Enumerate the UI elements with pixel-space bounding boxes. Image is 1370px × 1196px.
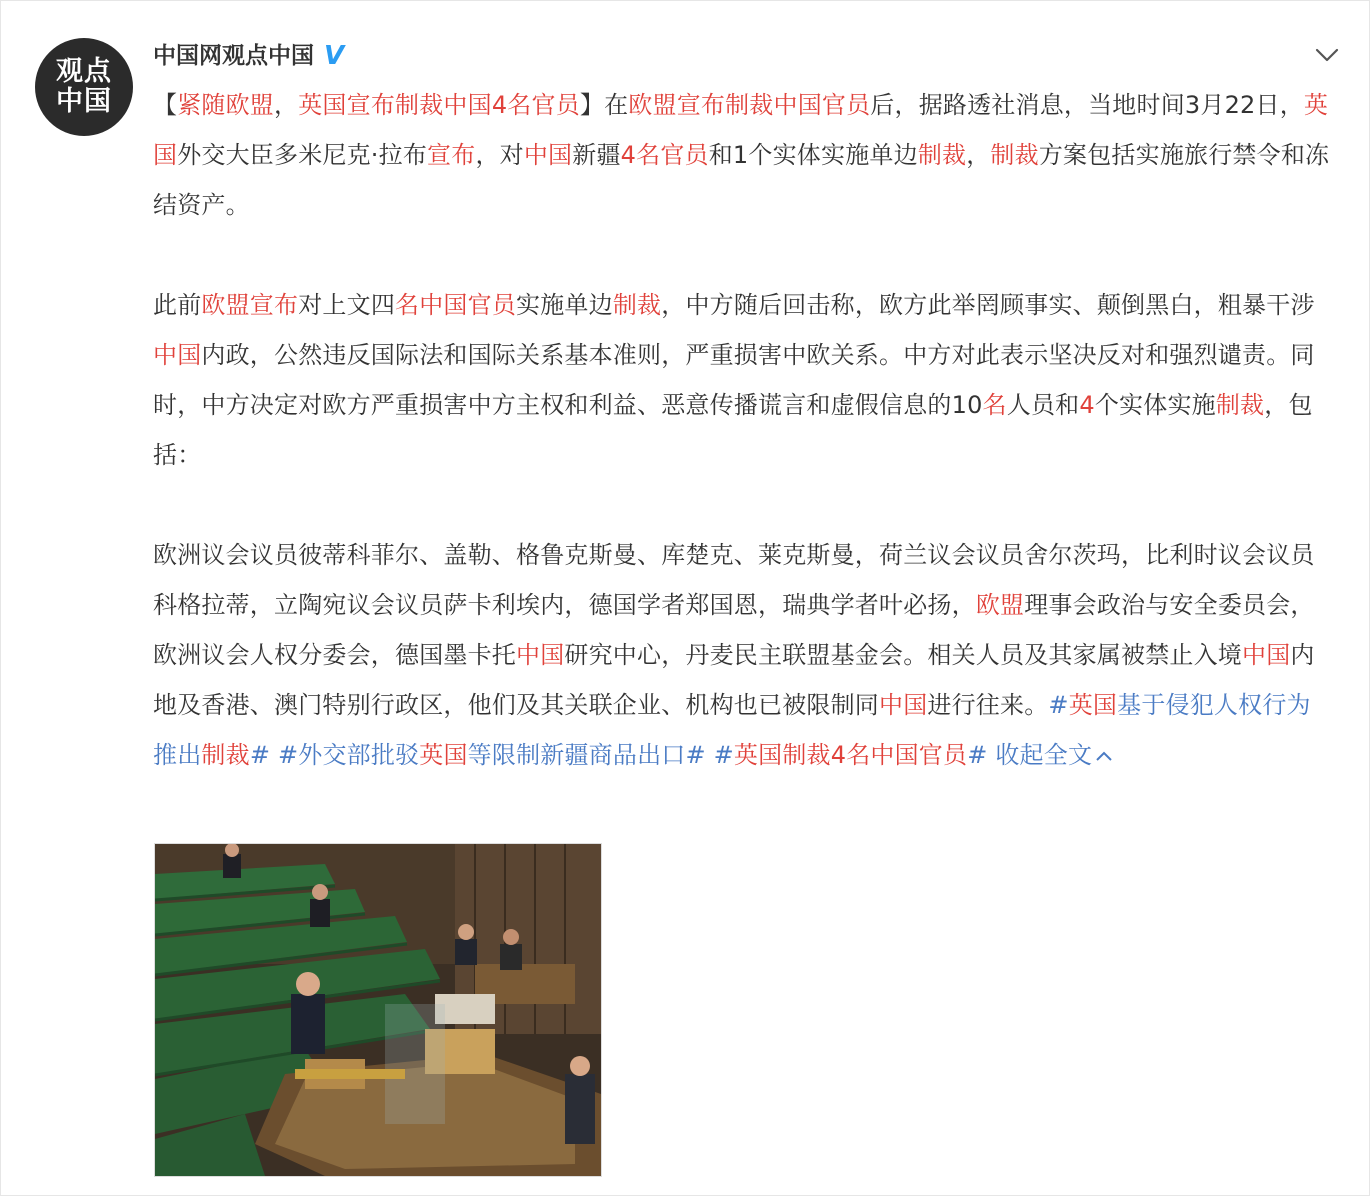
chevron-up-icon[interactable] [1096,741,1112,769]
account-name-text: 中国网观点中国 [153,43,314,69]
post-text [153,80,1333,780]
highlight-keyword: 英国 [419,741,468,769]
highlight-keyword: 欧盟宣布制裁中国官员 [628,91,871,119]
text-run: 对上文四 [298,291,396,319]
highlight-keyword: 制裁 [917,141,967,169]
text-run: ， [274,91,299,119]
text-run: 此前 [153,291,202,319]
highlight-keyword: 英国 [1068,691,1118,719]
highlight-keyword: 中国 [153,341,202,369]
text-run: 理事会政治与安全委员会，欧洲议会人权分委会，德国墨卡托 [153,591,1315,669]
text-run: ，对 [475,141,524,169]
highlight-keyword: 4名官员 [620,141,709,169]
text-run: 欧洲议会议员彼蒂科菲尔、盖勒、格鲁克斯曼、库楚克、莱克斯曼，荷兰议会议员舍尔茨玛，比利时议会议员科格拉蒂，立陶宛议会议员萨卡利埃内，德国学者郑国恩，瑞典学者叶必扬， [153,541,1315,619]
collapse-full-text-link[interactable]: 收起全文 [995,741,1093,769]
text-run: 新疆 [572,141,621,169]
text-run: 人员和 [1006,391,1080,419]
text-run: 个实体实施 [1094,391,1216,419]
highlight-keyword: 宣布 [427,141,476,169]
parliament-chamber-photo [155,844,601,1176]
text-run: 外交大臣多米尼克·拉布 [177,141,428,169]
text-run: 】在 [579,91,629,119]
highlight-keyword: 欧盟宣布 [201,291,299,319]
highlight-keyword: 4 [1079,391,1095,419]
account-name[interactable] [153,40,344,72]
text-run: 内地及香港、澳门特别行政区，他们及其关联企业、机构也已被限制同 [153,641,1315,719]
highlight-keyword: 中国 [523,141,573,169]
hashtag-link[interactable]: # #外交部批驳 [249,741,420,769]
text-run: 【 [153,91,178,119]
text-run: ，包括： [153,391,1313,469]
text-run: ，中方随后回击称，欧方此举罔顾事实、颠倒黑白，粗暴干涉 [661,291,1315,319]
hashtag-link[interactable]: 等限制新疆商品出口# # [467,741,734,769]
text-run: 后，据路透社消息，当地时间3月22日， [870,91,1304,119]
highlight-keyword: 制裁 [1215,391,1265,419]
hashtag-link[interactable]: # [1048,691,1069,719]
post-image[interactable] [154,843,602,1177]
highlight-keyword: 制裁 [612,291,662,319]
text-run: 方案包括实施旅行禁令和冻结资产。 [153,141,1330,219]
highlight-keyword: 名中国官员 [395,291,517,319]
highlight-keyword: 欧盟 [975,591,1025,619]
highlight-keyword: 名 [982,391,1007,419]
text-run: 实施单边 [516,291,613,319]
avatar-text-line1: 观点 [56,56,112,87]
hashtag-link[interactable]: # [967,741,996,769]
paragraph-3 [153,530,1333,780]
highlight-keyword: 制裁 [201,741,250,769]
highlight-keyword: 中国 [516,641,565,669]
highlight-keyword: 制裁 [990,141,1039,169]
paragraph-2 [153,280,1333,480]
text-run: 内政，公然违反国际法和国际关系基本准则，严重损害中欧关系。中方对此表示坚决反对和强烈谴责。同时，中方决定对欧方严重损害中方主权和利益、恶意传播谎言和虚假信息的10 [153,341,1315,419]
highlight-keyword: 中国 [1242,641,1291,669]
highlight-keyword: 紧随欧盟 [177,91,275,119]
text-run: 研究中心，丹麦民主联盟基金会。相关人员及其家属被禁止入境 [564,641,1243,669]
text-run: 和1个实体实施单边 [708,141,918,169]
chevron-down-icon[interactable] [1314,42,1340,68]
text-run: 进行往来。 [927,691,1049,719]
paragraph-1 [153,80,1333,230]
text-run: ， [966,141,991,169]
avatar[interactable] [35,38,133,136]
highlight-keyword: 英国宣布制裁中国4名官员 [298,91,580,119]
highlight-keyword: 英国制裁4名中国官员 [733,741,968,769]
highlight-keyword: 中国 [879,691,928,719]
verified-v-icon: V [324,41,345,71]
avatar-text-line2: 中国 [56,86,112,117]
highlight-keyword: 英国 [153,91,1329,169]
hashtag-link[interactable]: 基于侵犯人权行为推出 [153,691,1311,769]
